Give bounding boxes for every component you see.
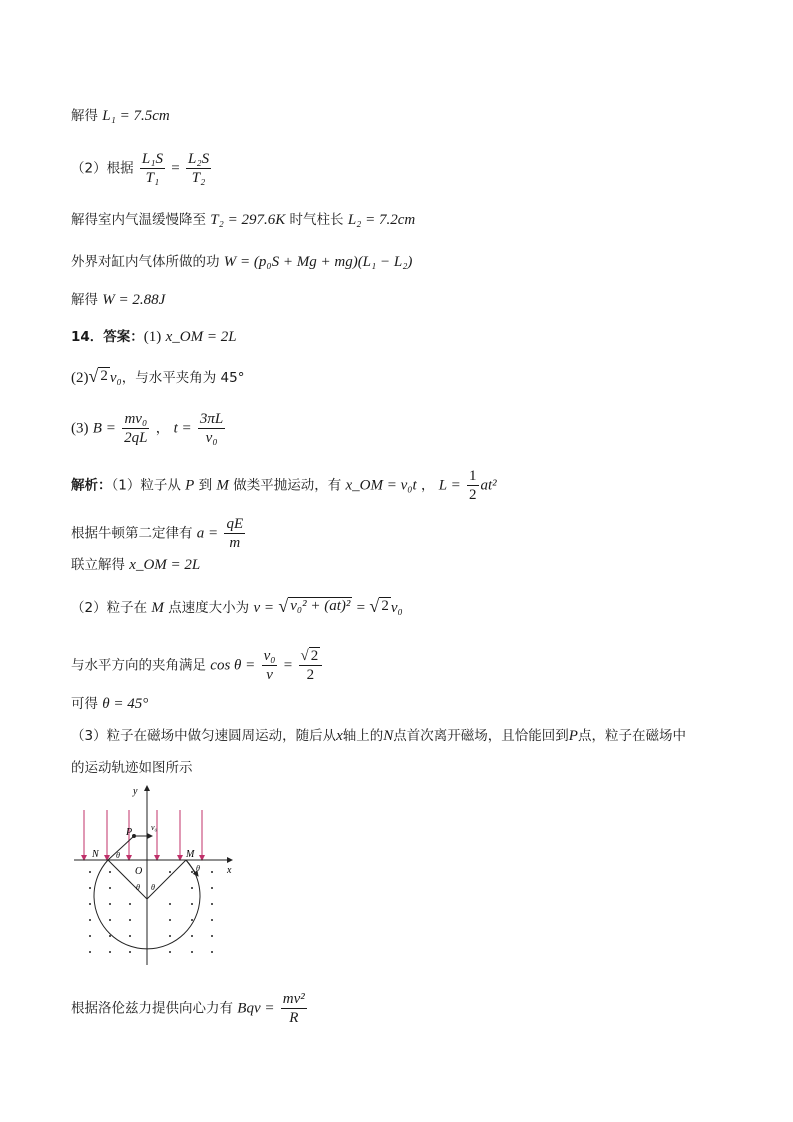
trajectory-diagram (72, 780, 242, 970)
point-P: P (185, 477, 195, 494)
fraction-a (224, 515, 245, 552)
numerator: v₀ (263, 648, 276, 664)
theta-label-M: θ (196, 864, 200, 873)
denominator: R (289, 1010, 299, 1026)
math-B: B = (92, 420, 116, 437)
text: 联立解得 (71, 557, 125, 573)
line-answer-2 (71, 367, 245, 388)
part-label: (3) (71, 420, 89, 437)
line-lorentz (71, 990, 309, 1027)
math-L1: L₁ = 7.5cm (102, 108, 170, 124)
line-work (71, 252, 412, 272)
fraction-B (122, 410, 149, 447)
math-cos: cos θ = (210, 657, 256, 674)
point-M: M (151, 600, 164, 616)
theta-label-left: θ (136, 883, 140, 892)
text: 与水平方向的夹角满足 (71, 657, 206, 674)
denominator: T₂ (191, 170, 206, 186)
line-newton (71, 515, 247, 552)
line-answer-14 (71, 327, 237, 347)
math-v: v = (253, 600, 275, 616)
fraction-centripetal (281, 990, 307, 1027)
line-speed (71, 597, 403, 618)
text: 根据洛伦兹力提供向心力有 (71, 1000, 233, 1017)
y-axis-label: y (133, 786, 138, 797)
answer-label: 答案： (103, 329, 144, 345)
line-temperature (71, 210, 415, 230)
text: 轴上的 (342, 728, 384, 744)
math-L2: L₂ = 7.2cm (347, 212, 416, 228)
math-t: t = (173, 420, 192, 437)
path-N-to-P (108, 836, 134, 860)
point-N: N (383, 728, 394, 744)
math-v0: v₀ (109, 370, 122, 386)
math-W: W = 2.88J (102, 292, 166, 308)
M-label: M (186, 849, 195, 860)
line-solve-L1 (71, 106, 170, 126)
text: （2）根据 (71, 160, 134, 177)
denominator: 2 (306, 667, 315, 683)
math-x: x (336, 728, 343, 744)
fraction-t (198, 410, 225, 447)
line-part3-a (71, 726, 686, 746)
numerator: L₁S (141, 151, 163, 167)
text: 的运动轨迹如图所示 (71, 760, 193, 776)
denominator: v (266, 667, 273, 683)
math-xOM: x_OM = 2L (165, 329, 237, 345)
radicand: v₀² + (at)² (290, 598, 351, 614)
text: 可得 (71, 696, 98, 712)
text: 时气柱长 (289, 212, 344, 228)
P-label: P (126, 827, 133, 838)
separator: ， (155, 420, 170, 437)
math-theta: θ = 45° (102, 696, 149, 712)
text: 到 (198, 477, 213, 494)
fraction-v0-v (262, 647, 278, 684)
denominator: v₀ (205, 430, 218, 446)
fraction-rhs (186, 150, 211, 187)
part-label: (2) (71, 370, 89, 386)
point-M: M (216, 477, 229, 494)
fraction-half (467, 467, 479, 504)
line-part3-b (71, 758, 193, 778)
denominator: 2 (469, 487, 477, 503)
text: 点首次离开磁场，且恰能回到 (393, 728, 569, 744)
point-P-dot (132, 834, 136, 838)
numerator: mv₀ (124, 411, 148, 427)
line-analysis-1 (71, 467, 497, 504)
fraction-lhs (140, 150, 165, 187)
question-number: 14． (71, 329, 104, 345)
text: 外界对缸内气体所做的功 (71, 254, 220, 270)
numerator: L₂S (188, 151, 210, 167)
text: 做类平抛运动，有 (233, 477, 342, 494)
math-xOM: x_OM = 2L (129, 557, 201, 573)
text: （3）粒子在磁场中做匀速圆周运动，随后从 (71, 728, 337, 744)
fraction-sqrt2-2 (299, 647, 323, 684)
point-P: P (568, 728, 578, 744)
sqrt-2: √ 2 (369, 596, 389, 616)
denominator: T₁ (145, 170, 160, 186)
numerator: 3πL (199, 411, 224, 427)
text: 点，粒子在磁场中 (577, 728, 686, 744)
equals: = (356, 600, 366, 616)
analysis-label: 解析： (71, 477, 112, 494)
separator: ， (420, 477, 435, 494)
radius-M (147, 860, 186, 899)
numerator: √ 2 (299, 647, 323, 666)
denominator: 2qL (124, 430, 148, 446)
line-theta (71, 694, 148, 714)
N-label: N (92, 849, 99, 860)
math-a: a = (196, 525, 219, 542)
numerator: qE (226, 516, 244, 532)
math-T2: T₂ = 297.6K (210, 212, 286, 228)
line-according-to: （2）根据 $\frac{\text{L₁S}}{\text{T₁}}$ = $\frac{\text{L₂S}}{\text{T₂}}$ (71, 151, 210, 186)
equals: = (283, 657, 293, 674)
line-solve-W (71, 290, 165, 310)
v0-label: v₀ (151, 823, 158, 832)
math-v0: v₀ (390, 600, 403, 616)
line-answer-3 (71, 410, 227, 447)
text: 解得室内气温缓慢降至 (71, 212, 206, 228)
x-axis-label: x (227, 865, 232, 876)
denominator: m (229, 535, 241, 551)
math-at2: at² (480, 477, 497, 494)
origin-label: O (135, 866, 143, 877)
math-xOM-v0t: x_OM = v₀t (345, 477, 417, 494)
text: 点速度大小为 (168, 600, 250, 616)
numerator: mv² (282, 991, 305, 1007)
text: （1）粒子从 (111, 477, 181, 494)
math-work: W = (p₀S + Mg + mg)(L₁ − L₂) (223, 254, 413, 270)
sqrt-2: √ 2 (88, 366, 108, 386)
numerator: 1 (469, 468, 477, 484)
line-combined (71, 555, 200, 575)
text: 根据牛顿第二定律有 (71, 525, 193, 542)
text: ，与水平夹角为 45° (121, 370, 245, 386)
sqrt-speed: √ v₀² + (at)² (278, 596, 351, 616)
line-angle (71, 647, 324, 684)
theta-label-right: θ (151, 883, 155, 892)
text: 解得 (71, 292, 98, 308)
theta-label-N: θ (116, 851, 120, 860)
part-label: (1) (143, 329, 162, 345)
electric-field-lines (84, 810, 202, 860)
math-Bqv: Bqv = (237, 1000, 275, 1017)
math-L: L = (438, 477, 461, 494)
text: 解得 (71, 108, 98, 124)
text: （2）粒子在 (71, 600, 148, 616)
